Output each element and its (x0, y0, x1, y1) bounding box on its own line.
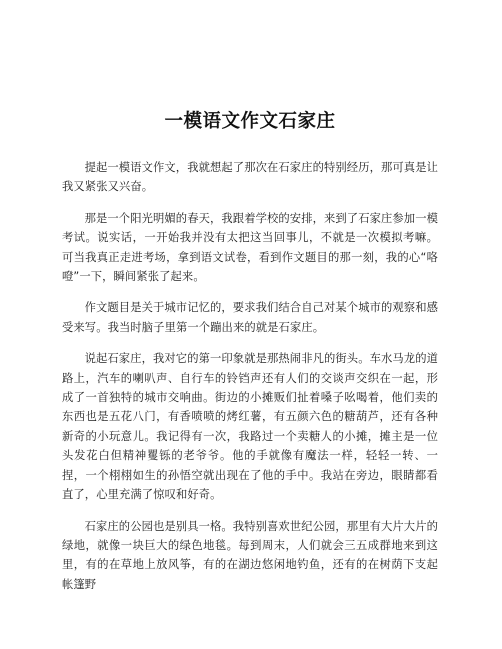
paragraph-1: 提起一模语文作文，我就想起了那次在石家庄的特别经历，那可真是让我又紧张又兴奋。 (62, 161, 438, 194)
paragraph-3: 作文题目是关于城市记忆的，要求我们结合自己对某个城市的观察和感受来写。我当时脑子里第一个蹦出来的就是石家庄。 (62, 301, 438, 334)
paragraph-5: 石家庄的公园也是别具一格。我特别喜欢世纪公园，那里有大片大片的绿地，就像一块巨大的绿色地毯。每到周末，人们就会三五成群地来到这里，有的在草地上放风筝，有的在湖边悠闲地钓鱼，还有的在树荫下支起帐篷野 (62, 519, 438, 591)
paragraph-4: 说起石家庄，我对它的第一印象就是那热闹非凡的街头。车水马龙的道路上，汽车的喇叭声、自行车的铃铛声还有人们的交谈声交织在一起，形成了一首独特的城市交响曲。街边的小摊贩们扯着嗓子吆喝着，他们卖的东西也是五花八门，有香喷喷的烤红薯，有五颜六色的糖葫芦，还有各种新奇的小玩意儿。我记得有一次，我路过一个卖糖人的小摊，摊主是一位头发花白但精神矍铄的老爷爷。他的手就像有魔法一样，轻轻一转、一捏，一个栩栩如生的孙悟空就出现在了他的手中。我站在旁边，眼睛都看直了，心里充满了惊叹和好奇。 (62, 352, 438, 502)
document-title: 一模语文作文石家庄 (164, 111, 336, 132)
paragraph-2: 那是一个阳光明媚的春天，我跟着学校的安排，来到了石家庄参加一模考试。说实话，一开始我并没有太把这当回事儿，不就是一次模拟考嘛。可当我真正走进考场，拿到语文试卷，看到作文题目的那一刻，我的心“咯噔”一下，瞬间紧张了起来。 (62, 211, 438, 284)
